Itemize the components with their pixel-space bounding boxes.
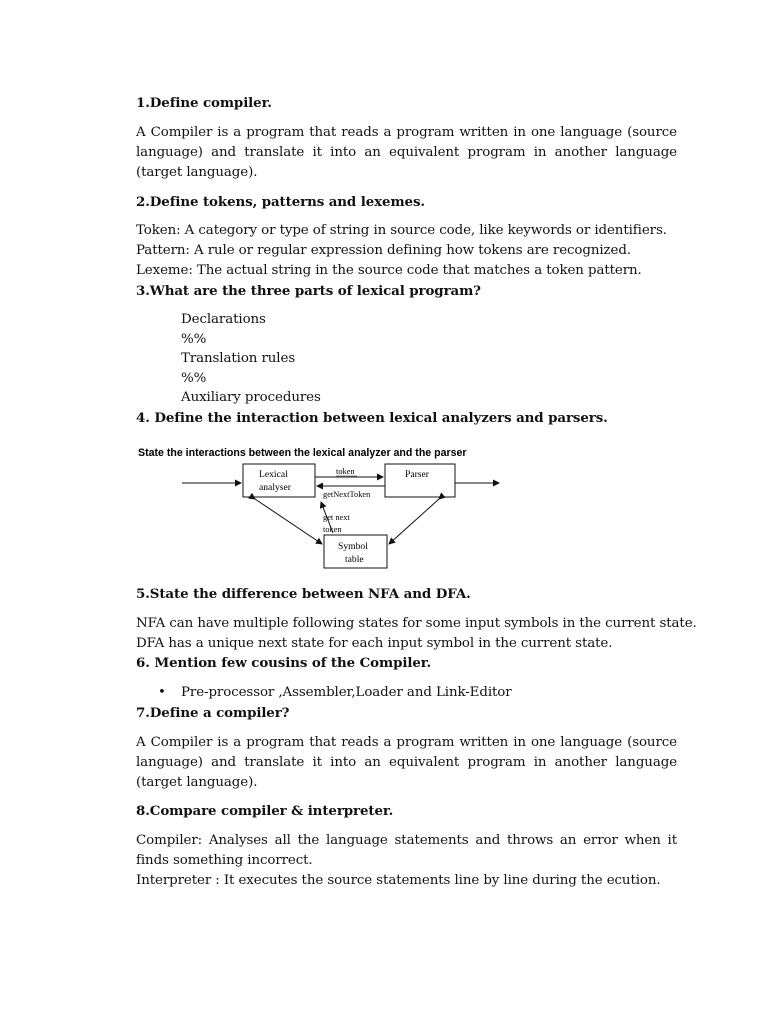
lexical-label: Lexical <box>259 469 288 480</box>
q4-heading: 4. Define the interaction between lexical analyzers and parsers. <box>136 410 608 426</box>
q8-compiler-text: Compiler: Analyses all the language statements and throws an error when it finds something incorrect. <box>136 833 677 868</box>
q1-answer: A Compiler is a program that reads a program written in one language (source language) and translate it into an equivalent program in another language (target language). <box>136 125 677 180</box>
q7-heading: 7.Define a compiler? <box>136 705 290 721</box>
q3-line-declarations: Declarations <box>181 312 266 327</box>
get-next-token2-label: token <box>323 525 342 534</box>
q3-line-translation-rules: Translation rules <box>181 351 296 366</box>
q2-pattern-line: Pattern: A rule or regular expression defining how tokens are recognized. <box>136 243 631 258</box>
bullet-icon: • <box>158 685 166 700</box>
lexer-parser-diagram <box>137 440 504 575</box>
q6-bullet-item <box>136 683 722 703</box>
lexer-symbol-arrow <box>255 499 322 544</box>
token-label: token <box>336 467 355 476</box>
q3-line-auxiliary: Auxiliary procedures <box>181 390 321 405</box>
q6-bullet-text: Pre-processor ,Assembler,Loader and Link-Editor <box>181 685 512 700</box>
q8-interpreter-text: Interpreter : It executes the source statements line by line during the ecution. <box>136 873 661 888</box>
q3-line-separator-2: %% <box>181 371 207 386</box>
q8-heading: 8.Compare compiler & interpreter. <box>136 803 394 819</box>
q3-heading: 3.What are the three parts of lexical program? <box>136 283 481 299</box>
q5-nfa-line: NFA can have multiple following states for some input symbols in the current state. <box>136 616 697 631</box>
q2-lexeme-line: Lexeme: The actual string in the source code that matches a token pattern. <box>136 263 642 278</box>
parser-label: Parser <box>405 469 429 480</box>
q2-heading: 2.Define tokens, patterns and lexemes. <box>136 194 425 210</box>
symbol-label: Symbol <box>338 541 368 552</box>
q2-token-line: Token: A category or type of string in source code, like keywords or identifiers. <box>136 223 667 238</box>
q5-heading: 5.State the difference between NFA and DFA. <box>136 586 471 602</box>
q3-line-separator-1: %% <box>181 332 207 347</box>
q5-dfa-line: DFA has a unique next state for each input symbol in the current state. <box>136 636 613 651</box>
get-next-token-label: getNextToken <box>323 490 371 499</box>
analyser-label: analyser <box>259 482 291 493</box>
diagram-title: State the interactions between the lexical analyzer and the parser <box>138 447 467 459</box>
q7-answer: A Compiler is a program that reads a program written in one language (source language) and translate it into an equivalent program in another language (target language). <box>136 735 677 790</box>
q6-heading: 6. Mention few cousins of the Compiler. <box>136 655 432 671</box>
table-label: table <box>345 554 364 565</box>
parser-symbol-arrow <box>389 499 439 544</box>
get-next-label: get next <box>323 513 350 522</box>
q1-heading: 1.Define compiler. <box>136 95 272 111</box>
